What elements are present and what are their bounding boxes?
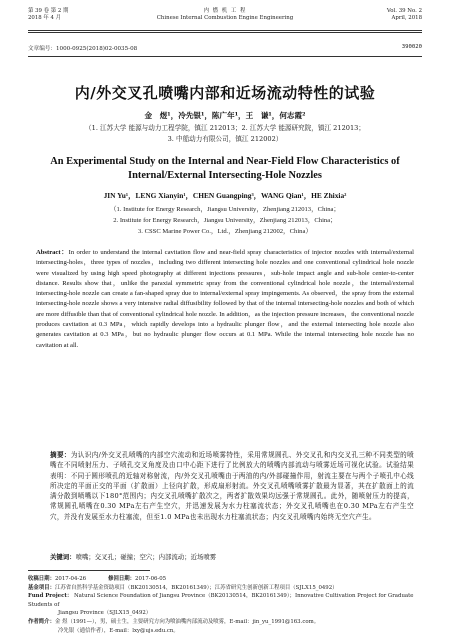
author-bio-text: 金 煜（1991—），男，硕士生，主要研究方向为喷油嘴内部流动及喷雾，E-mail：jin_yu_1991@163.com。 bbox=[54, 618, 320, 625]
received-label: 收稿日期： bbox=[28, 576, 55, 582]
article-number-line bbox=[28, 44, 422, 52]
header-journal-en: Chinese Internal Combustion Engine Engineering bbox=[156, 15, 294, 21]
title-en-line: Internal/External Intersecting-Hole Nozzles bbox=[128, 170, 322, 181]
fund-cn-text: 江苏省自然科学基金资助项目（BK20130514，BK20161349）；江苏省研究生创新创新工程项目（SJLX15_0492） bbox=[54, 584, 338, 591]
article-code: 390020 bbox=[401, 44, 422, 50]
header-journal-cn: 内 燃 机 工 程 bbox=[203, 8, 247, 14]
affiliation-cn-line: （1. 江苏大学 能源与动力工程学院，镇江 212013；2. 江苏大学 能源研究院，镇江 212013； bbox=[85, 124, 365, 132]
footnote-fund-en bbox=[28, 592, 422, 609]
abstract-en-text: In order to understand the internal cavitation flow and near-field spray characteristics of injector nozzles with internal/external intersecting-holes，three types of nozzles，including two different intersecting hole nozzles and one conventional cylindrical hole nozzle were visualized by using high speed photography at different injections pressures，sub-hole impact angle and sub-hole center-to-center distance. Results show that，unlike the paraxial symmetric spray from the conventional cylindrical hole nozzle，the internal/external intersecting-hole nozzle can create a fan-shaped spray due to internal/external spray impingements. As observed，the spray from the external intersecting-hole nozzle shows a very intensive radial diffusibility followed by that of the internal intersecting-hole nozzles and both of which are more diffusible than that of conventional cylindrical hole nozzle. In addition，as the injection pressure increases，the conventional nozzle produces cavitation at 0.3 MPa，which rapidly develops into a hydraulic plunger flow，and the external intersecting hole nozzle also generates cavitation at 0.3 MPa，but no hydraulic plunger flow occurs at 0.1 MPa. While the internal intersecting hole nozzle has no cavitation at all. bbox=[36, 249, 414, 349]
received-date: 2017-04-26 bbox=[54, 576, 87, 582]
affiliation-en-line: 2. Institute for Energy Research，Jiangsu University，Zhenjiang 212013，China； bbox=[113, 216, 337, 224]
footnote-fund-en-cont: Jiangsu Province（SJLX15_0492） bbox=[58, 610, 152, 617]
revised-date: 2017-06-05 bbox=[135, 576, 167, 582]
abstract-en-label: Abstract： bbox=[36, 249, 69, 256]
authors-cn: 金 煜¹，冷先银¹，陈广年¹，王 谦¹，何志霞² bbox=[144, 111, 306, 120]
footnote-rule bbox=[28, 570, 150, 571]
title-en bbox=[28, 155, 422, 183]
article-number: 文章编号：1000-0925(2018)02-0035-08 bbox=[28, 46, 138, 52]
corresponding-email: ，E-mail：lxy@ujs.edu.cn。 bbox=[103, 627, 179, 634]
footnote-author bbox=[28, 618, 422, 627]
journal-header bbox=[28, 8, 422, 30]
header-date-en: April, 2018 bbox=[391, 15, 422, 21]
fund-en-label: Fund Project： bbox=[28, 593, 73, 600]
revised-label: 修回日期： bbox=[108, 576, 136, 582]
keywords-cn-text: 喷嘴；交叉孔；碰撞；空穴；内部流动；近场喷雾 bbox=[75, 553, 217, 561]
affiliation-en-line: 3. CSSC Marine Power Co.，Ltd.，Zhenjiang 212002，China） bbox=[138, 227, 312, 235]
header-rule-thin bbox=[28, 32, 422, 33]
affiliations-en bbox=[40, 205, 410, 237]
title-en-line: An Experimental Study on the Internal and Near-Field Flow Characteristics of bbox=[50, 156, 400, 167]
header-date-cn: 2018 年 4 月 bbox=[28, 15, 62, 21]
header-journal-name bbox=[28, 8, 422, 22]
footnotes bbox=[28, 575, 422, 635]
footnote-fund-cn bbox=[28, 584, 422, 593]
header-rule bbox=[28, 30, 422, 31]
footnote-corresponding bbox=[28, 627, 422, 635]
article-rule bbox=[28, 56, 422, 57]
header-volume-en bbox=[387, 8, 422, 22]
abstract-cn-text: 为认识内/外交叉孔喷嘴的内部空穴流动和近场喷雾特性，采用常规圆孔、外交叉孔和内交叉孔三种不同类型的喷嘴在不同喷射压力、子喷孔交叉角度及由口中心距下进行了比例放大的喷嘴内部流动与喷雾近场可视化试验。试验结果表明：不同于圆形喷孔的近轴对称射流，内/外交叉孔喷嘴由于两油的内/外部碰撞作用，射流主要在与两个子喷孔中心线所决定的平面正交的平面（扩散面）上径向扩散，形成扇形射流。外交叉孔喷嘴喷雾扩散最为显著，其在扩散面上的流满分散到喷嘴以下180°范围内；内交叉孔喷嘴扩散次之，两者扩散效果均远强于常规圆孔。此外，随喷射压力的提高，常规圆孔喷嘴在0.30 MPa左右产生空穴，并迅速发展为水力柱塞流状态；外交叉孔喷嘴也在0.30 MPa左右产生空穴，并没有发展至水力柱塞流，但至1.0 MPa也未出现水力柱塞流状态；内交叉孔喷嘴内始终无空穴产生。 bbox=[50, 451, 414, 521]
footnote-dates bbox=[28, 575, 422, 584]
affiliation-en-line: （1. Institute for Energy Research，Jiangsu University，Zhenjiang 212013，China； bbox=[109, 206, 341, 213]
keywords-cn bbox=[50, 552, 414, 561]
corresponding-label: 冷先银（通信作者） bbox=[58, 627, 104, 634]
affiliation-cn-line: 3. 中船动力有限公司，镇江 212002） bbox=[167, 135, 283, 143]
abstract-cn bbox=[50, 450, 414, 522]
author-bio-label: 作者简介： bbox=[28, 618, 55, 625]
header-volume-issue: 第 39 卷 第 2 期 bbox=[28, 8, 69, 14]
authors-en: JIN Yu¹，LENG Xianyin¹，CHEN Guangping³，WANG Qian¹，HE Zhixia² bbox=[103, 191, 347, 200]
fund-en-text: Natural Science Foundation of Jiangsu Province（BK20130514，BK20161349）；Innovative Cultivation Project for Graduate Students of bbox=[28, 593, 414, 608]
title-cn: 内/外交叉孔喷嘴内部和近场流动特性的试验 bbox=[74, 84, 376, 102]
header-vol-no: Vol. 39 No. 2 bbox=[386, 8, 422, 14]
abstract-cn-label: 摘要： bbox=[50, 451, 71, 459]
affiliations-cn bbox=[40, 123, 410, 145]
fund-cn-label: 基金项目： bbox=[28, 584, 55, 591]
abstract-en bbox=[36, 248, 414, 351]
keywords-cn-label: 关键词： bbox=[50, 553, 76, 561]
